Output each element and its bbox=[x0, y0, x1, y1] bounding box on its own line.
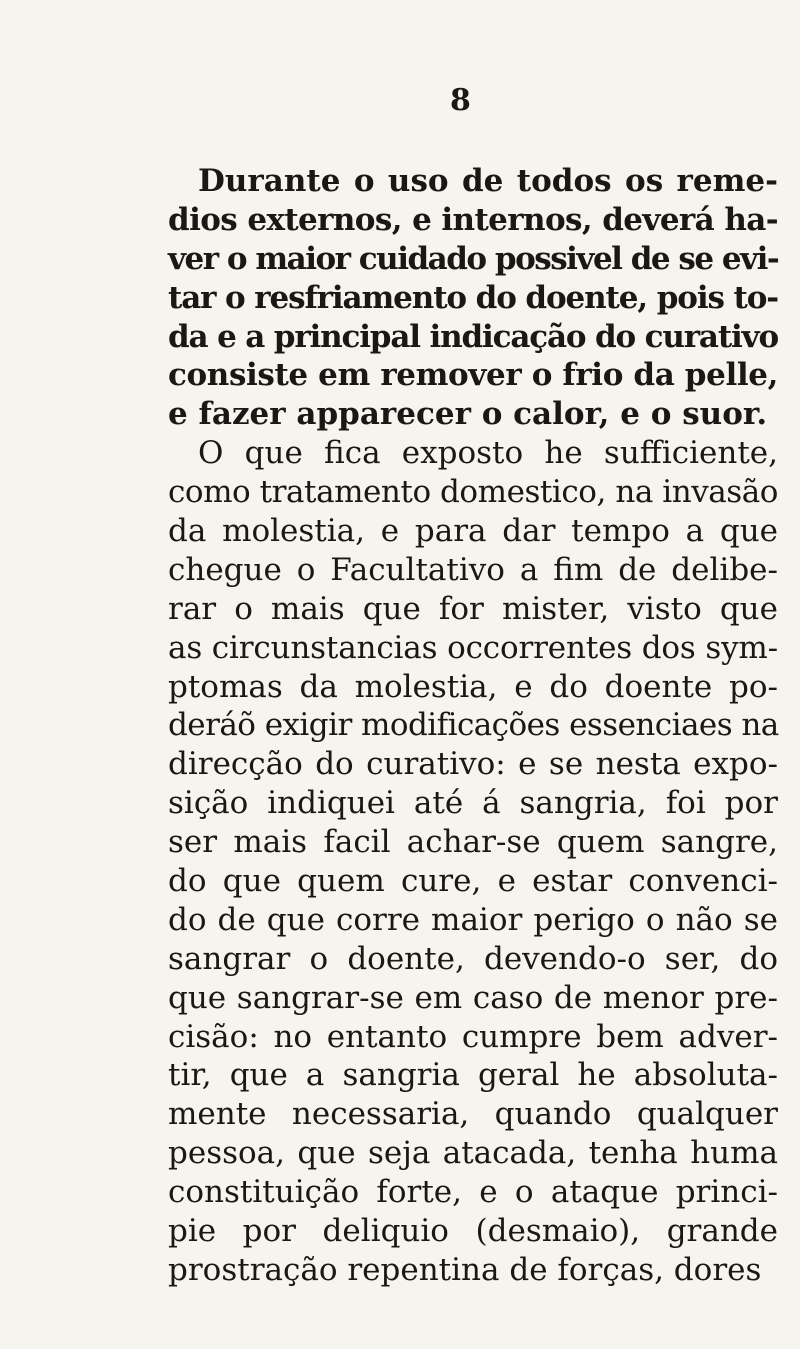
text-line: da e a principal indicação do curativo bbox=[168, 318, 778, 355]
text-line: O que fica exposto he sufficiente, bbox=[198, 435, 778, 472]
text-line: tir, que a sangria geral he absoluta- bbox=[168, 1057, 778, 1094]
text-line: chegue o Facultativo a fim de delibe- bbox=[168, 551, 778, 588]
text-line: da molestia, e para dar tempo a que bbox=[168, 513, 778, 550]
text-line: do que quem cure, e estar convenci- bbox=[168, 863, 778, 900]
text-line: deráõ exigir modificações essenciaes na bbox=[168, 707, 779, 744]
text-line: Durante o uso de todos os reme- bbox=[198, 163, 778, 199]
text-line: pie por deliquio (desmaio), grande bbox=[168, 1213, 778, 1250]
text-line: mente necessaria, quando qualquer bbox=[168, 1096, 778, 1133]
text-line: cisão: no entanto cumpre bem adver- bbox=[168, 1018, 778, 1055]
text-line: rar o mais que for mister, visto que bbox=[168, 590, 778, 627]
text-line: as circunstancias occorrentes dos sym- bbox=[168, 629, 778, 666]
text-line: e fazer apparecer o calor, e o suor. bbox=[168, 396, 768, 433]
text-line: pessoa, que seja atacada, tenha huma bbox=[168, 1135, 778, 1172]
text-line: prostração repentina de forças, dores bbox=[168, 1251, 762, 1288]
text-line: constituição forte, e o ataque princi- bbox=[168, 1174, 778, 1211]
text-line: consiste em remover o frio da pelle, bbox=[168, 357, 778, 394]
page-number: 8 bbox=[450, 83, 471, 118]
text-line: ver o maior cuidado possivel de se evi- bbox=[168, 240, 779, 277]
text-line: do de que corre maior perigo o não se bbox=[168, 901, 778, 938]
text-line: como tratamento domestico, na invasão bbox=[168, 474, 778, 511]
text-line: ptomas da molestia, e do doente po- bbox=[168, 668, 778, 705]
text-line: sangrar o doente, devendo-o ser, do bbox=[168, 940, 778, 977]
text-line: que sangrar-se em caso de menor pre- bbox=[168, 979, 778, 1016]
text-line: dios externos, e internos, deverá ha- bbox=[168, 201, 778, 238]
text-line: sição indiquei até á sangria, foi por bbox=[168, 785, 778, 822]
body-text bbox=[168, 162, 778, 1290]
text-line: tar o resfriamento do doente, pois to- bbox=[168, 279, 778, 316]
text-line: ser mais facil achar-se quem sangre, bbox=[168, 824, 778, 861]
text-line: direcção do curativo: e se nesta expo- bbox=[168, 746, 778, 783]
